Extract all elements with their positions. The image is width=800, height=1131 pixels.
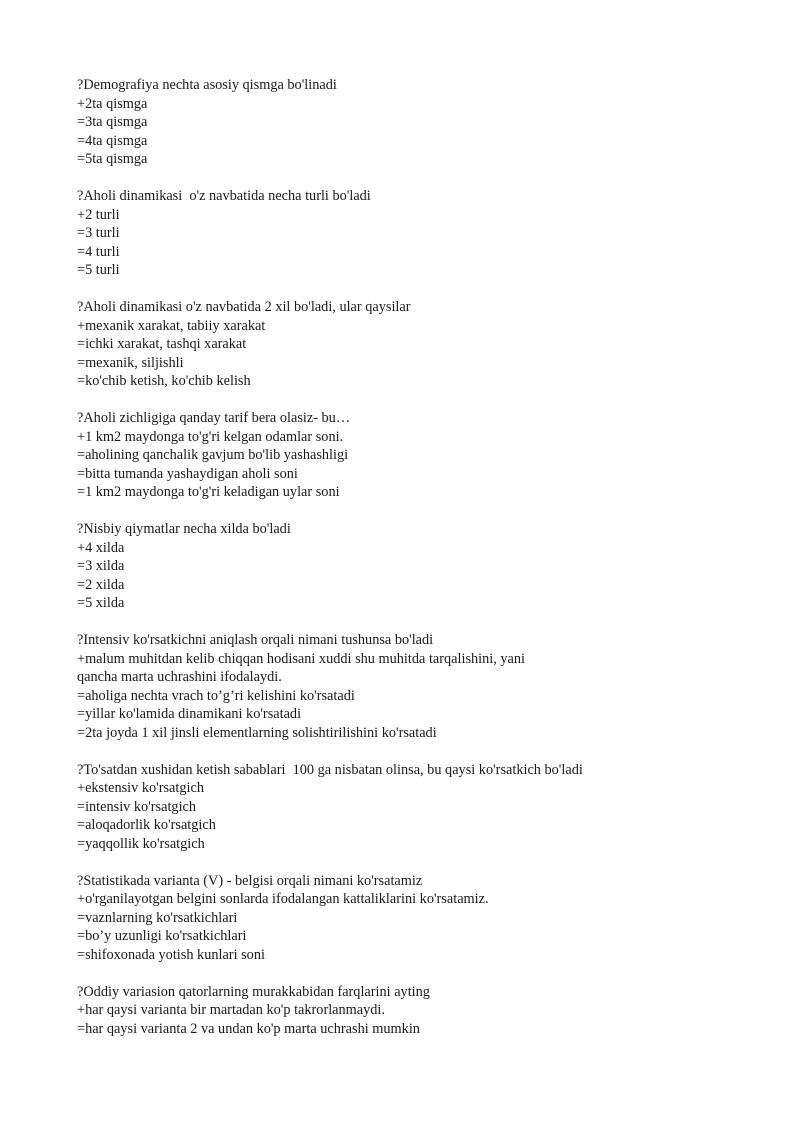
answer-option: +malum muhitdan kelib chiqqan hodisani xuddi shu muhitda tarqalishini, yani: [77, 650, 526, 667]
answer-option: +1 km2 maydonga to'g'ri kelgan odamlar soni.: [77, 428, 344, 445]
question-text: ?Nisbiy qiymatlar necha xilda bo'ladi: [77, 521, 291, 537]
answer-option: =1 km2 maydonga to'g'ri keladigan uylar soni: [77, 484, 340, 500]
answer-option: =mexanik, siljishli: [77, 354, 184, 371]
answer-option: +mexanik xarakat, tabiiy xarakat: [77, 317, 266, 334]
answer-option: =2 xilda: [77, 576, 125, 593]
answer-option: =har qaysi varianta 2 va undan ko'p marta uchrashi mumkin: [77, 1020, 420, 1037]
answer-option: =4ta qismga: [77, 132, 148, 149]
question-text: ?Aholi dinamikasi o'z navbatida 2 xil bo'ladi, ular qaysilar: [77, 299, 411, 315]
document-page: [77, 76, 777, 1057]
question-block: [77, 761, 777, 854]
question-block: [77, 187, 777, 280]
answer-option: =2ta joyda 1 xil jinsli elementlarning solishtirilishini ko'rsatadi: [77, 724, 437, 741]
answer-option: +ekstensiv ko'rsatgich: [77, 780, 204, 796]
answer-option: =3ta qismga: [77, 114, 148, 130]
answer-option: =ichki xarakat, tashqi xarakat: [77, 336, 247, 352]
question-text: ?Intensiv ko'rsatkichni aniqlash orqali nimani tushunsa bo'ladi: [77, 632, 434, 648]
answer-option: =yillar ko'lamida dinamikani ko'rsatadi: [77, 706, 302, 722]
answer-option: =vaznlarning ko'rsatkichlari: [77, 909, 238, 926]
question-text: ?Oddiy variasion qatorlarning murakkabidan farqlarini ayting: [77, 983, 430, 1000]
answer-option: +2 turli: [77, 206, 120, 223]
question-text: ?Statistikada varianta (V) - belgisi orqali nimani ko'rsatamiz: [77, 872, 423, 889]
question-block: [77, 409, 777, 502]
answer-option: +4 xilda: [77, 539, 125, 556]
answer-option: =3 turli: [77, 225, 120, 241]
answer-option: =intensiv ko'rsatgich: [77, 798, 197, 815]
question-block: [77, 520, 777, 613]
question-text: ?Demografiya nechta asosiy qismga bo'linadi: [77, 77, 337, 93]
question-block: [77, 631, 777, 742]
question-text: ?To'satdan xushidan ketish sabablari 100 ga nisbatan olinsa, bu qaysi ko'rsatkich bo'ladi: [77, 761, 583, 778]
question-text: ?Aholi zichligiga qanday tarif bera olasiz- bu…: [77, 410, 351, 426]
answer-option: =5 xilda: [77, 595, 125, 611]
answer-option: =5 turli: [77, 262, 120, 278]
answer-option-continuation: qancha marta uchrashini ifodalaydi.: [77, 669, 282, 685]
answer-option: +2ta qismga: [77, 95, 148, 112]
question-text: ?Aholi dinamikasi o'z navbatida necha turli bo'ladi: [77, 188, 371, 204]
answer-option: =aholining qanchalik gavjum bo'lib yashashligi: [77, 447, 349, 463]
answer-option: +har qaysi varianta bir martadan ko'p takrorlanmaydi.: [77, 1002, 385, 1018]
answer-option: =aholiga nechta vrach to’g’ri kelishini ko'rsatadi: [77, 687, 355, 704]
question-block: [77, 872, 777, 965]
answer-option: =bo’y uzunligi ko'rsatkichlari: [77, 928, 247, 944]
answer-option: =shifoxonada yotish kunlari soni: [77, 946, 265, 963]
answer-option: =bitta tumanda yashaydigan aholi soni: [77, 465, 298, 482]
answer-option: =5ta qismga: [77, 151, 148, 167]
answer-option: =ko'chib ketish, ko'chib kelish: [77, 373, 251, 389]
question-block: [77, 76, 777, 169]
answer-option: =yaqqollik ko'rsatgich: [77, 835, 205, 852]
answer-option: =aloqadorlik ko'rsatgich: [77, 817, 216, 833]
question-block: [77, 298, 777, 391]
answer-option: =3 xilda: [77, 558, 125, 574]
answer-option: =4 turli: [77, 243, 120, 260]
question-block: [77, 983, 777, 1039]
answer-option: +o'rganilayotgan belgini sonlarda ifodalangan kattaliklarini ko'rsatamiz.: [77, 891, 489, 907]
